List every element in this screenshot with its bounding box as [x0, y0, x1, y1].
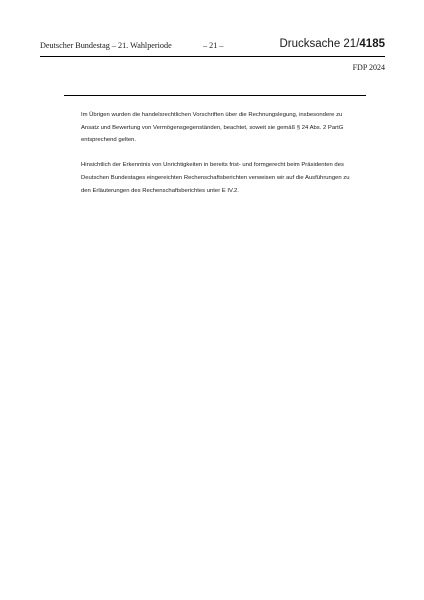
text-line: Deutschen Bundestages eingereichten Rechenschaftsberichten verweisen wir auf die Ausführungen zu	[81, 174, 350, 181]
section-divider	[64, 95, 366, 96]
text-line: den Erläuterungen des Rechenschaftsberichtes unter E IV.2.	[81, 187, 239, 194]
paragraph-accounting-rules	[81, 109, 375, 147]
header-document-number	[280, 38, 386, 50]
text-line: Hinsichtlich der Erkenntnis von Unrichtigkeiten in bereits frist- und formgerecht beim Präsidenten des	[81, 162, 344, 169]
header-publication: Deutscher Bundestag – 21. Wahlperiode	[40, 41, 172, 50]
text-line: entsprechend gelten.	[81, 137, 137, 144]
text-line: Ansatz und Bewertung von Vermögensgegenständen, beachtet, soweit sie gemäß § 24 Abs. 2 PartG	[81, 124, 344, 131]
page-header	[40, 40, 385, 57]
header-page-number: – 21 –	[203, 41, 224, 50]
document-body	[81, 109, 375, 210]
party-year-label: FDP 2024	[352, 63, 385, 72]
header-document-id: 4185	[359, 38, 385, 50]
paragraph-corrections	[81, 159, 375, 197]
header-document-prefix: Drucksache 21/	[279, 38, 360, 50]
text-line: Im Übrigen wurden die handelsrechtlichen Vorschriften über die Rechnungslegung, insbesondere zu	[81, 112, 343, 118]
